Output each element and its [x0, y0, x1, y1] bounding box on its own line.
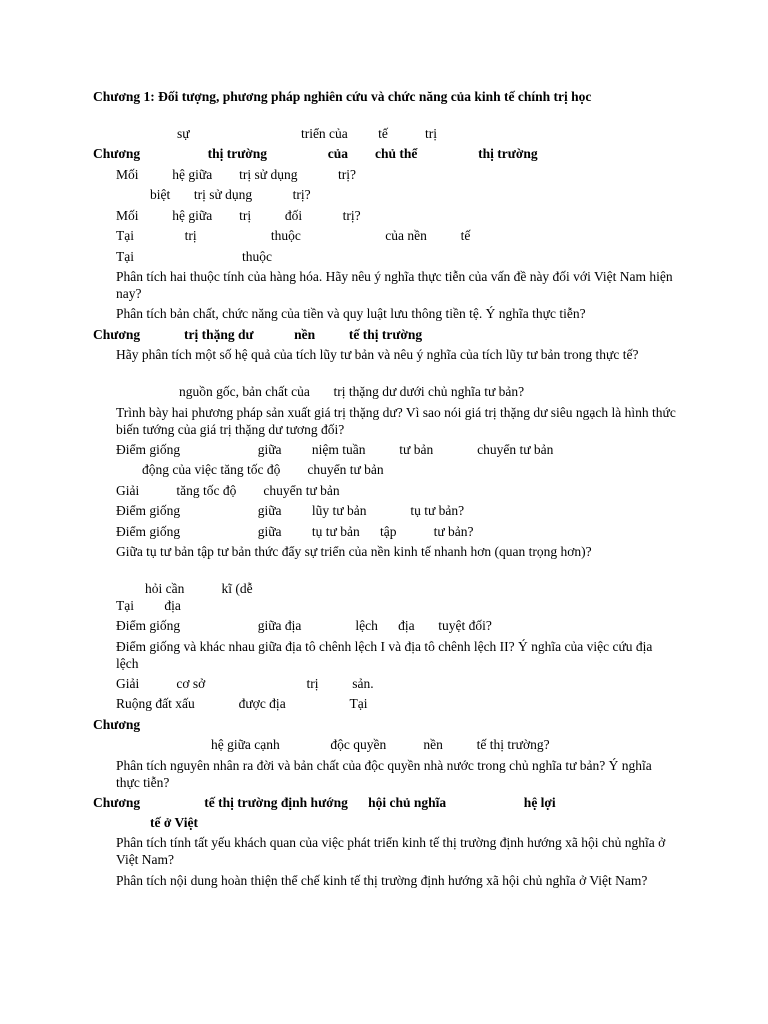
- question-line: Ruộng đất xấu được địa Tại: [116, 696, 368, 711]
- question-line: Điểm giống giữa tụ tư bản tập tư bản?: [116, 524, 474, 539]
- document-title: Chương 1: Đối tượng, phương pháp nghiên cứu và chức năng của kinh tế chính trị học: [93, 89, 592, 104]
- question-line: nguồn gốc, bản chất của trị thặng dư dưới chủ nghĩa tư bản?: [179, 384, 525, 399]
- question-paragraph: Phân tích nguyên nhân ra đời và bản chất của độc quyền nhà nước trong chủ nghĩa tư bản? Ý nghĩa thực tiễn?: [116, 758, 652, 790]
- question-paragraph: Phân tích hai thuộc tính của hàng hóa. Hãy nêu ý nghĩa thực tiễn của vấn đề này đối với Việt Nam hiện nay?: [116, 269, 673, 301]
- chapter-heading: Chương: [93, 717, 141, 732]
- question-line: hệ giữa cạnh độc quyền nền tế thị trường?: [211, 737, 550, 752]
- question-paragraph: Phân tích tính tất yếu khách quan của việc phát triển kinh tế thị trường định hướng xã hội chủ nghĩa ở Việt Nam?: [116, 835, 666, 867]
- question-line: Điểm giống giữa lũy tư bản tụ tư bản?: [116, 503, 465, 518]
- chapter-heading: Chương tế thị trường định hướng hội chủ nghĩa hệ lợi: [93, 795, 556, 810]
- question-paragraph: Điểm giống và khác nhau giữa địa tô chênh lệch I và địa tô chênh lệch II? Ý nghĩa của việc cứu địa lệch: [116, 639, 653, 671]
- question-paragraph: Giữa tụ tư bản tập tư bản thức đẩy sự triển của nền kinh tế nhanh hơn (quan trọng hơn)?: [116, 544, 592, 559]
- question-line: Tại thuộc: [116, 249, 272, 264]
- chapter-heading: Chương thị trường của chủ thể thị trường: [93, 146, 538, 161]
- question-line: Giải cơ sở trị sản.: [116, 676, 374, 691]
- question-paragraph: Trình bày hai phương pháp sản xuất giá trị thặng dư? Vì sao nói giá trị thặng dư siêu ngạch là hình thức biến tướng của giá trị thặng dư tương đối?: [116, 405, 676, 437]
- question-line: Phân tích bản chất, chức năng của tiền và quy luật lưu thông tiền tệ. Ý nghĩa thực tiễn?: [116, 306, 586, 321]
- question-line: Điểm giống giữa niệm tuần tư bản chuyển tư bản: [116, 442, 554, 457]
- question-line: Điểm giống giữa địa lệch địa tuyệt đối?: [116, 618, 492, 633]
- question-paragraph: Hãy phân tích một số hệ quả của tích lũy tư bản và nêu ý nghĩa của tích lũy tư bản trong thực tế?: [116, 347, 639, 362]
- question-line: động của việc tăng tốc độ chuyển tư bản: [142, 462, 384, 477]
- text-line: sự triển của tế trị: [177, 126, 438, 141]
- question-line: biệt trị sử dụng trị?: [150, 187, 311, 202]
- question-line: Mối hệ giữa trị sử dụng trị?: [116, 167, 356, 182]
- question-line: Tại trị thuộc của nền tế: [116, 228, 471, 243]
- question-line: Tại địa: [116, 598, 181, 613]
- question-line: Giải tăng tốc độ chuyển tư bản: [116, 483, 340, 498]
- question-line: Mối hệ giữa trị đối trị?: [116, 208, 361, 223]
- chapter-heading-continued: tế ở Việt: [150, 815, 198, 830]
- chapter-heading: Chương trị thặng dư nền tế thị trường: [93, 327, 423, 342]
- question-line: hỏi cần kĩ (dễ: [145, 581, 253, 596]
- question-paragraph: Phân tích nội dung hoàn thiện thể chế kinh tế thị trường định hướng xã hội chủ nghĩa ở Việt Nam?: [116, 873, 648, 888]
